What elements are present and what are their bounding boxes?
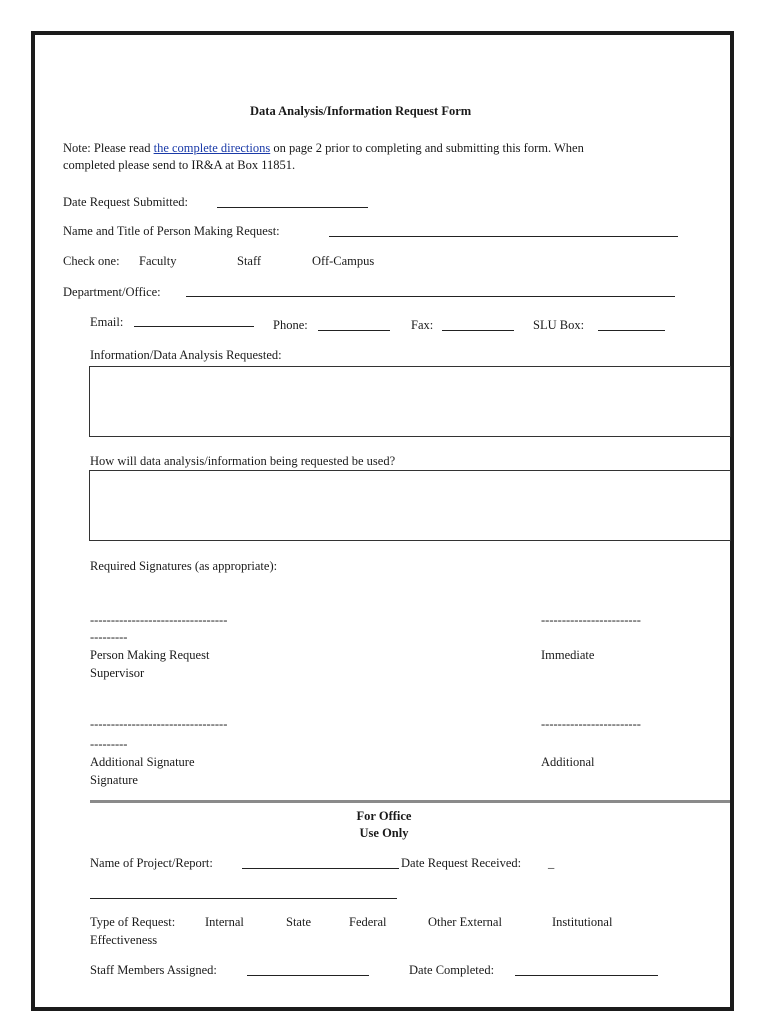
- type-federal[interactable]: Federal: [349, 915, 387, 929]
- date-submitted-label: Date Request Submitted:: [63, 195, 188, 209]
- info-requested-label: Information/Data Analysis Requested:: [90, 348, 282, 362]
- type-label: Type of Request:: [90, 915, 176, 929]
- office-heading-1: For Office: [356, 809, 412, 823]
- sig2-left-dashes-wrap: ---------: [90, 737, 128, 751]
- staff-label: Staff Members Assigned:: [90, 963, 217, 977]
- option-staff[interactable]: Staff: [237, 254, 262, 268]
- note-prefix: Note: Please read: [63, 141, 154, 155]
- department-label: Department/Office:: [63, 285, 161, 299]
- sig1-right-label: Immediate: [541, 648, 595, 662]
- sig2-left-label-1: Additional Signature: [90, 755, 195, 769]
- fax-label: Fax:: [411, 318, 434, 332]
- note-line-1: [63, 140, 584, 156]
- directions-link[interactable]: the complete directions: [153, 141, 271, 155]
- sig1-left-dashes[interactable]: ---------------------------------: [90, 613, 228, 627]
- phone-label: Phone:: [273, 318, 308, 332]
- slu-box-label: SLU Box:: [533, 318, 585, 332]
- signatures-label: Required Signatures (as appropriate):: [90, 559, 278, 573]
- sig1-left-label-1: Person Making Request: [90, 648, 210, 662]
- project-field[interactable]: [242, 868, 399, 869]
- sig2-left-label-2: Signature: [90, 773, 138, 787]
- type-state[interactable]: State: [286, 915, 311, 929]
- usage-label: How will data analysis/information being requested be used?: [90, 454, 396, 468]
- option-off-campus[interactable]: Off-Campus: [312, 254, 375, 268]
- date-completed-field[interactable]: [515, 975, 658, 976]
- type-other-external[interactable]: Other External: [428, 915, 502, 929]
- name-title-label: Name and Title of Person Making Request:: [63, 224, 280, 238]
- option-faculty[interactable]: Faculty: [139, 254, 177, 268]
- info-requested-box[interactable]: [89, 366, 731, 437]
- email-field[interactable]: [134, 326, 254, 327]
- office-divider: [90, 800, 730, 803]
- email-label: Email:: [90, 315, 124, 329]
- note-line-2: completed please send to IR&A at Box 11851.: [63, 158, 296, 172]
- sig1-left-label-2: Supervisor: [90, 666, 145, 680]
- date-completed-label: Date Completed:: [409, 963, 495, 977]
- name-title-field[interactable]: [329, 236, 678, 237]
- sig2-right-label: Additional: [541, 755, 595, 769]
- check-one-label: Check one:: [63, 254, 120, 268]
- date-received-label: Date Request Received:: [401, 856, 522, 870]
- project-label: Name of Project/Report:: [90, 856, 213, 870]
- project-field-continued[interactable]: [90, 898, 397, 899]
- type-internal[interactable]: Internal: [205, 915, 244, 929]
- sig2-right-dashes[interactable]: ------------------------: [541, 717, 641, 731]
- slu-box-field[interactable]: [598, 330, 665, 331]
- note-suffix: on page 2 prior to completing and submitting this form. When: [270, 141, 584, 155]
- fax-field[interactable]: [442, 330, 514, 331]
- office-heading-2: Use Only: [359, 826, 409, 840]
- type-institutional[interactable]: Institutional: [552, 915, 613, 929]
- sig1-right-dashes[interactable]: ------------------------: [541, 613, 641, 627]
- phone-field[interactable]: [318, 330, 390, 331]
- usage-box[interactable]: [89, 470, 731, 541]
- type-effectiveness: Effectiveness: [90, 933, 158, 947]
- date-received-mark: _: [548, 856, 555, 870]
- form-title: Data Analysis/Information Request Form: [250, 104, 472, 118]
- date-submitted-field[interactable]: [217, 207, 368, 208]
- department-field[interactable]: [186, 296, 675, 297]
- staff-field[interactable]: [247, 975, 369, 976]
- sig1-left-dashes-wrap: ---------: [90, 630, 128, 644]
- sig2-left-dashes[interactable]: ---------------------------------: [90, 717, 228, 731]
